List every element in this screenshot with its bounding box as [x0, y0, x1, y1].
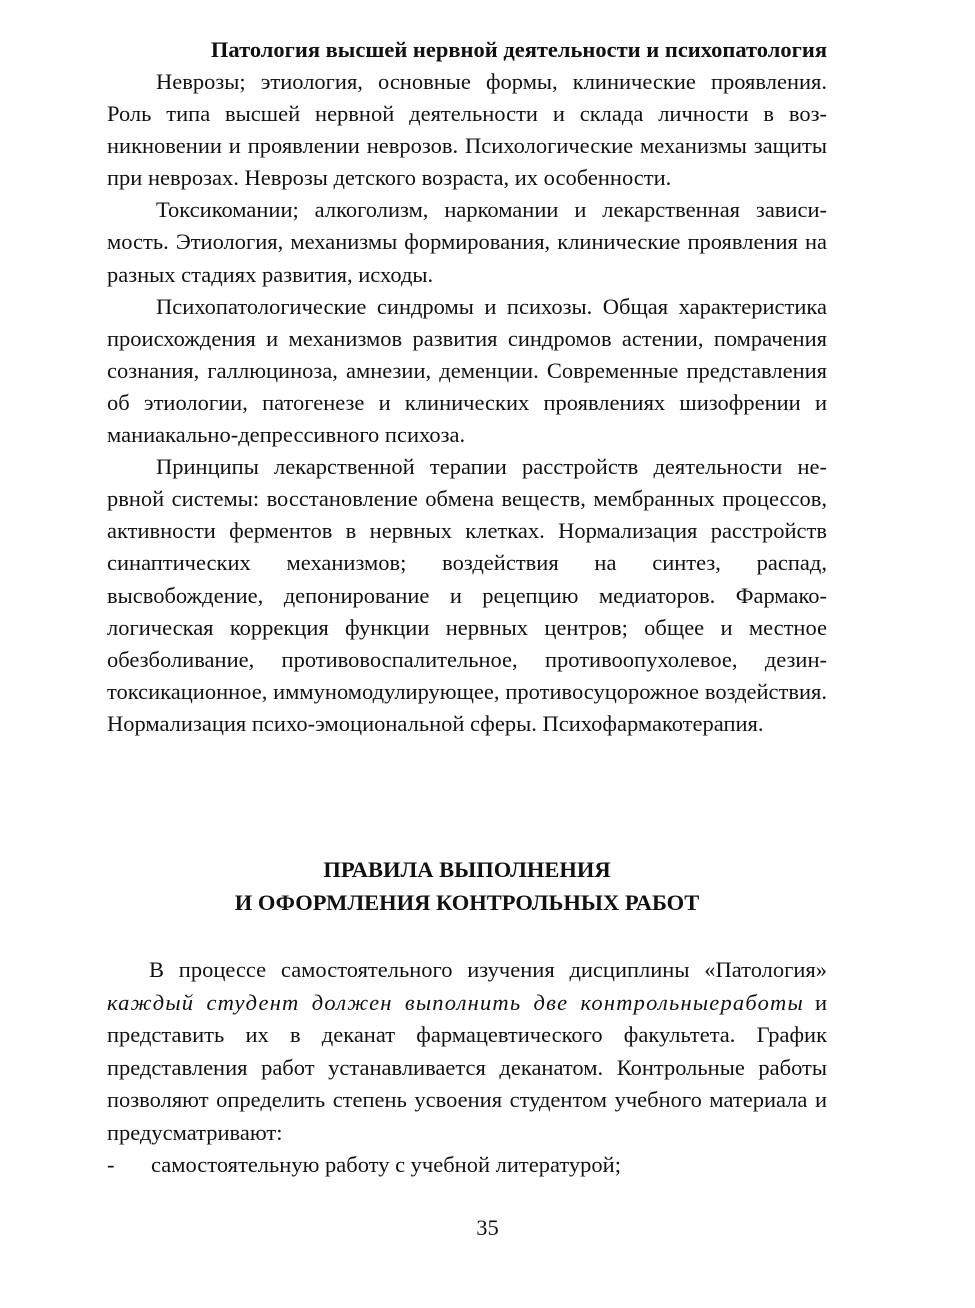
pathology-section: [107, 34, 827, 740]
section-title: Патология высшей нервной деятельности и психопатология: [210, 37, 827, 62]
list-marker: -: [107, 1152, 115, 1177]
paragraph-neuroses: Неврозы; этиология, основные формы, клинические проявления. Роль типа высшей нервной деятельности и склада личности в возникновении и проявлении неврозов. Психологические механизмы защиты при неврозах. Неврозы детского возраста, их особенности.: [107, 69, 827, 191]
rules-intro-paragraph: [107, 954, 827, 1149]
rules-intro-after: и представить их в деканат фармацевтического факультета. График представления работ устанавливается деканатом. Контрольные работы позволяют определить степень усвоения студентом учебного материала и предусматривают:: [107, 989, 827, 1145]
paragraph-psychopathology: Психопатологические синдромы и психозы. Общая характеристика происхождения и механизмов развития синдромов астении, помрачения сознания, галлюциноза, амнезии, деменции. Современные представления об этиологии, патогенезе и клинических проявлениях шизофрении и маниакально-депрессивного психоза.: [107, 293, 827, 448]
rules-heading: [107, 853, 827, 919]
rules-heading-line-1: ПРАВИЛА ВЫПОЛНЕНИЯ: [323, 857, 611, 882]
page-number: 35: [476, 1215, 499, 1240]
rules-intro-emphasis: каждый студент должен выполнить две контрольныеработы: [107, 989, 804, 1015]
paragraph-toxicomania: Токсикомании; алкоголизм, наркомании и лекарственная зависимость. Этиология, механизмы формирования, клинические проявления на разных стадиях развития, исходы.: [107, 197, 827, 287]
rules-body: [107, 954, 827, 1182]
list-item-text: самостоятельную работу с учебной литературой;: [151, 1152, 621, 1177]
paragraph-drug-therapy: Принципы лекарственной терапии расстройств деятельности нервной системы: восстановление обмена веществ, мембранных процессов, активности ферментов в нервных клетках. Нормализация расстройств синаптических механизмов; воздействия на синтез, распад, высвобождение, депонирование и рецепцию медиаторов. Фармакологическая коррекция функции нервных центров; общее и местное обезболивание, противовоспалительное, противоопухолевое, дезинтоксикационное, иммуномодулирующее, противосуцорожное воздействия. Нормализация психо-эмоциональной сферы. Психофармакотерапия.: [107, 454, 827, 736]
rules-intro-before: В процессе самостоятельного изучения дисциплины «Патология»: [149, 957, 827, 982]
list-item: [107, 1149, 827, 1182]
rules-heading-line-2: И ОФОРМЛЕНИЯ КОНТРОЛЬНЫХ РАБОТ: [234, 890, 700, 915]
